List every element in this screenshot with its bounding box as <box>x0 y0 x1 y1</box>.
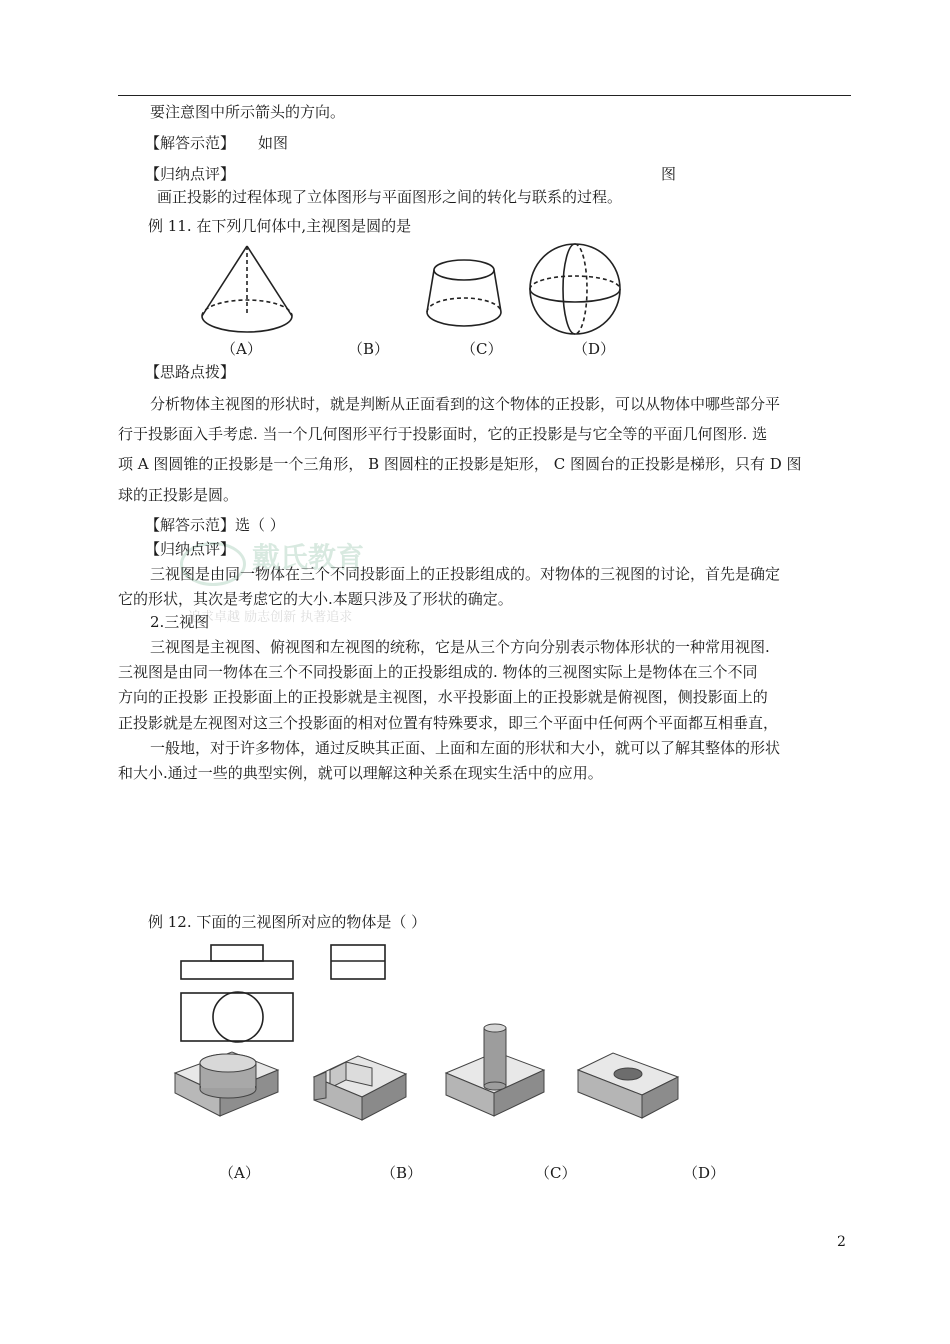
text-line: 项 A 图圆锥的正投影是一个三角形， B 图圆柱的正投影是矩形， C 图圆台的正投影是梯形，只有 D 图 <box>118 455 802 473</box>
summary-figure-ref: 图 <box>661 165 677 183</box>
option-label-b: （B） <box>348 340 390 358</box>
option-label-a: （A） <box>219 1164 260 1182</box>
text-line: 要注意图中所示箭头的方向。 <box>150 103 346 121</box>
header-rule <box>118 95 851 96</box>
cone-shape <box>202 246 292 332</box>
option-label-d: （D） <box>573 340 616 358</box>
example-12-figure <box>0 940 950 1160</box>
solid-d-shape <box>578 1053 678 1118</box>
option-label-b: （B） <box>381 1164 423 1182</box>
text-line: 方向的正投影 正投影面上的正投影就是主视图，水平投影面上的正投影就是俯视图，侧投影面上的 <box>118 688 768 706</box>
example-12-title: 例 12. 下面的三视图所对应的物体是（ ） <box>148 913 427 931</box>
summary-heading-2: 【归纳点评】 <box>145 540 236 558</box>
page-number: 2 <box>837 1234 846 1250</box>
watermark-brand: 戴氏教育 <box>252 541 365 574</box>
three-view-drawing <box>181 945 385 1042</box>
text-line: 画正投影的过程体现了立体图形与平面图形之间的转化与联系的过程。 <box>157 188 623 206</box>
option-label-c: （C） <box>535 1164 577 1182</box>
example-11-title: 例 11. 在下列几何体中,主视图是圆的是 <box>148 217 412 235</box>
answer-choice-line: 【解答示范】选（ ） <box>145 516 285 534</box>
text-line: 三视图是由同一物体在三个不同投影面上的正投影组成的。对物体的三视图的讨论，首先是确定 <box>150 565 781 583</box>
text-line: 三视图是由同一物体在三个不同投影面上的正投影组成的. 物体的三视图实际上是物体在三个不同 <box>118 663 758 681</box>
text-line: 它的形状，其次是考虑它的大小.本题只涉及了形状的确定。 <box>118 590 513 608</box>
frustum-shape <box>427 260 501 326</box>
option-label-c: （C） <box>461 340 503 358</box>
example-11-figure <box>0 240 950 340</box>
answer-heading: 【解答示范】 <box>145 134 236 152</box>
watermark-slogan: 追求卓越 励志创新 执著追求 <box>188 610 353 625</box>
sphere-shape <box>530 244 620 334</box>
option-label-d: （D） <box>683 1164 726 1182</box>
text-line: 行于投影面入手考虑. 当一个几何图形平行于投影面时，它的正投影是与它全等的平面几何图形. 选 <box>118 425 768 443</box>
text-line: 和大小.通过一些的典型实例，就可以理解这种关系在现实生活中的应用。 <box>118 764 603 782</box>
answer-text: 如图 <box>258 134 289 152</box>
text-line: 球的正投影是圆。 <box>118 486 239 504</box>
solid-b-shape <box>314 1056 406 1120</box>
summary-heading: 【归纳点评】 <box>145 165 236 183</box>
option-label-a: （A） <box>221 340 262 358</box>
text-line: 正投影就是左视图对这三个投影面的相对位置有特殊要求，即三个平面中任何两个平面都互相垂直， <box>118 714 779 732</box>
hint-heading: 【思路点拨】 <box>145 363 236 381</box>
solid-c-shape <box>446 1024 544 1116</box>
text-line: 一般地，对于许多物体，通过反映其正面、上面和左面的形状和大小，就可以了解其整体的形状 <box>150 739 781 757</box>
text-line: 三视图是主视图、俯视图和左视图的统称，它是从三个方向分别表示物体形状的一种常用视图. <box>150 638 770 656</box>
text-line: 分析物体主视图的形状时，就是判断从正面看到的这个物体的正投影，可以从物体中哪些部分平 <box>150 395 781 413</box>
solid-a-shape <box>175 1052 278 1116</box>
section-heading: 2.三视图 <box>150 613 210 631</box>
